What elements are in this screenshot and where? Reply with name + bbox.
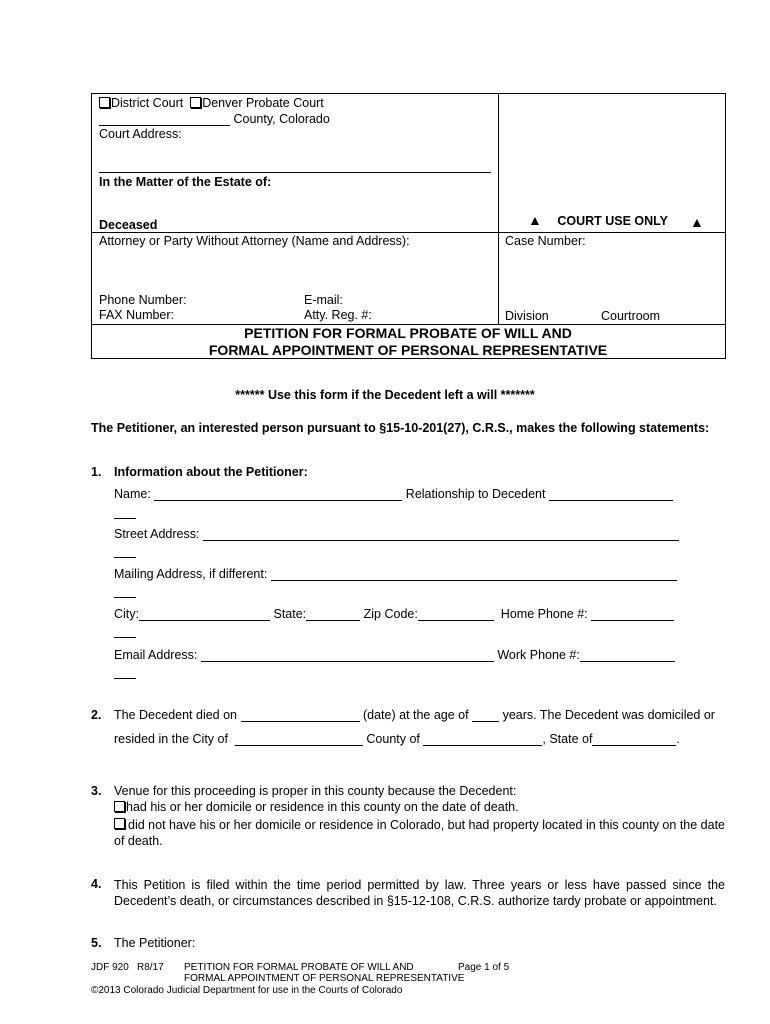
footer-title-2: FORMAL APPOINTMENT OF PERSONAL REPRESENTATIVE bbox=[184, 973, 465, 984]
street-field[interactable] bbox=[203, 527, 679, 541]
caption-divider bbox=[498, 93, 499, 325]
city-row-overflow-line bbox=[114, 637, 136, 638]
county-blank[interactable] bbox=[99, 112, 230, 126]
age-label: (date) at the age of bbox=[362, 708, 469, 722]
attorney-label: Attorney or Party Without Attorney (Name and Address): bbox=[99, 234, 410, 248]
zip-field[interactable] bbox=[418, 607, 494, 621]
state-field[interactable] bbox=[306, 607, 360, 621]
section-2-number: 2. bbox=[91, 708, 102, 722]
phone-label: Phone Number: bbox=[99, 293, 187, 307]
mailing-label: Mailing Address, if different: bbox=[114, 567, 268, 581]
division-label: Division bbox=[505, 309, 549, 323]
state-of-label: , State of bbox=[542, 732, 593, 746]
intro-statement: The Petitioner, an interested person pursuant to §15-10-201(27), C.R.S., makes the following statements: bbox=[91, 421, 710, 435]
will-notice: ****** Use this form if the Decedent left a will ******* bbox=[235, 388, 535, 402]
section-1-number: 1. bbox=[91, 465, 102, 479]
up-arrow-icon: ▲ bbox=[690, 214, 704, 230]
email-row-overflow-line bbox=[114, 678, 136, 679]
district-court-checkbox[interactable] bbox=[99, 97, 110, 108]
mailing-row-overflow-line bbox=[114, 597, 136, 598]
state-of-field[interactable] bbox=[592, 732, 676, 746]
mailing-field[interactable] bbox=[271, 567, 677, 581]
street-row bbox=[114, 527, 679, 541]
venue-statement: Venue for this proceeding is proper in this county because the Decedent: bbox=[114, 784, 517, 798]
atty-reg-label: Atty. Reg. #: bbox=[304, 308, 372, 322]
city-of-label: resided in the City of bbox=[114, 732, 228, 746]
email-field[interactable] bbox=[201, 648, 494, 662]
county-of-field[interactable] bbox=[423, 732, 542, 746]
venue-option-1-checkbox[interactable] bbox=[114, 801, 125, 812]
section-5-number: 5. bbox=[91, 936, 102, 950]
case-number-label: Case Number: bbox=[505, 234, 586, 248]
name-field[interactable] bbox=[154, 487, 402, 501]
relationship-label: Relationship to Decedent bbox=[405, 487, 546, 501]
form-title-line-1: PETITION FOR FORMAL PROBATE OF WILL AND bbox=[244, 325, 572, 341]
county-line bbox=[99, 112, 330, 126]
zip-label: Zip Code: bbox=[363, 607, 418, 621]
section-4-text: This Petition is filed within the time period permitted by law. Three years or less have passed since the Decedent’s death, or circumstances described in §15-12-108, C.R.S. authorize tardy probate or appointment. bbox=[114, 878, 725, 908]
email-label: E-mail: bbox=[304, 293, 343, 307]
court-use-only bbox=[528, 212, 668, 228]
mailing-row bbox=[114, 567, 677, 581]
section-2-line-1 bbox=[114, 708, 715, 722]
footer-page-number: Page 1 of 5 bbox=[458, 962, 510, 973]
county-label: County, Colorado bbox=[233, 112, 330, 126]
district-court-label: District Court bbox=[111, 96, 184, 110]
home-phone-field[interactable] bbox=[591, 607, 674, 621]
denver-probate-label: Denver Probate Court bbox=[202, 96, 324, 110]
denver-probate-checkbox[interactable] bbox=[190, 97, 201, 108]
name-row bbox=[114, 487, 673, 501]
footer-form-id: JDF 920 bbox=[91, 962, 129, 973]
work-phone-label: Work Phone #: bbox=[497, 648, 580, 662]
venue-option-1-label: had his or her domicile or residence in this county on the date of death. bbox=[126, 800, 519, 814]
court-address-label: Court Address: bbox=[99, 127, 182, 141]
domiciled-label: years. The Decedent was domiciled or bbox=[502, 708, 715, 722]
court-type-row bbox=[99, 96, 324, 110]
street-row-overflow-line bbox=[114, 557, 136, 558]
footer-revision: R8/17 bbox=[137, 962, 164, 973]
section-3-number: 3. bbox=[91, 784, 102, 798]
died-on-label: The Decedent died on bbox=[114, 708, 238, 722]
state-label: State: bbox=[273, 607, 307, 621]
date-of-death-field[interactable] bbox=[241, 708, 360, 722]
section-1-heading: Information about the Petitioner: bbox=[114, 465, 308, 479]
courtroom-label: Courtroom bbox=[601, 309, 661, 323]
section-2-line-2 bbox=[114, 732, 680, 746]
home-phone-label: Home Phone #: bbox=[500, 607, 588, 621]
age-field[interactable] bbox=[472, 708, 499, 722]
court-address-line[interactable] bbox=[99, 172, 491, 173]
email-address-label: Email Address: bbox=[114, 648, 198, 662]
section-4-number: 4. bbox=[91, 877, 102, 891]
county-of-label: County of bbox=[366, 732, 420, 746]
form-title-line-2: FORMAL APPOINTMENT OF PERSONAL REPRESENTATIVE bbox=[208, 342, 608, 358]
city-row bbox=[114, 607, 674, 621]
city-of-field[interactable] bbox=[235, 732, 363, 746]
period: . bbox=[676, 732, 680, 746]
estate-of-label: In the Matter of the Estate of: bbox=[99, 175, 272, 189]
street-label: Street Address: bbox=[114, 527, 200, 541]
court-use-only-label: COURT USE ONLY bbox=[557, 214, 669, 228]
deceased-label: Deceased bbox=[99, 218, 158, 232]
fax-label: FAX Number: bbox=[99, 308, 175, 322]
city-label: City: bbox=[114, 607, 139, 621]
footer-copyright: ©2013 Colorado Judicial Department for use in the Courts of Colorado bbox=[91, 985, 403, 996]
name-label: Name: bbox=[114, 487, 151, 501]
relationship-field[interactable] bbox=[549, 487, 673, 501]
venue-option-2-label: did not have his or her domicile or residence in Colorado, but had property located in this county on the date of death. bbox=[114, 818, 725, 848]
city-field[interactable] bbox=[139, 607, 270, 621]
caption-row-line-1 bbox=[91, 232, 726, 233]
email-row bbox=[114, 648, 675, 662]
section-5-text: The Petitioner: bbox=[114, 936, 196, 950]
name-row-overflow-line bbox=[114, 518, 136, 519]
work-phone-field[interactable] bbox=[580, 648, 675, 662]
venue-option-1 bbox=[114, 800, 519, 814]
up-arrow-icon: ▲ bbox=[528, 212, 542, 228]
footer-title-1: PETITION FOR FORMAL PROBATE OF WILL AND bbox=[184, 962, 414, 973]
